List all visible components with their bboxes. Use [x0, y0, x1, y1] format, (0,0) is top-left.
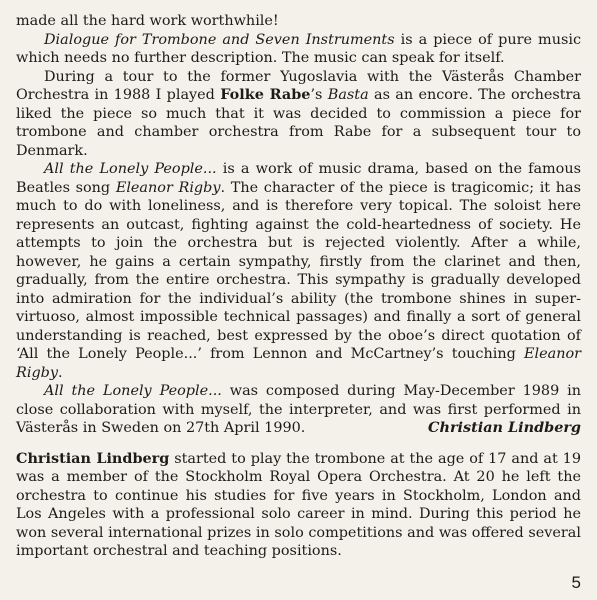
paragraph-2-text: is a piece of pure music which needs no further description. The music can speak for itself. — [16, 31, 582, 66]
paragraph-2 — [16, 31, 581, 68]
paragraph-3-rest: as an encore. The orchestra liked the piece so much that it was decided to commission a piece for trombone and chamber orchestra from Rabe for a subsequent tour to Denmark. — [16, 87, 581, 159]
biography-name: Christian Lindberg — [16, 449, 170, 467]
song-title-eleanor-rigby: Eleanor Rigby — [115, 179, 221, 196]
paragraph-1 — [16, 12, 581, 31]
biography-paragraph — [16, 450, 581, 561]
work-title-basta: Basta — [327, 87, 369, 103]
paragraph-3 — [16, 68, 581, 161]
work-title-lonely-people-2: All the Lonely People... — [44, 383, 222, 399]
paragraph-4-text-3: . — [58, 364, 63, 381]
paragraph-3-mid: ’s — [310, 87, 328, 103]
author-signature: Christian Lindberg — [428, 419, 581, 436]
work-title-dialogue: Dialogue for Trombone and Seven Instruments — [44, 31, 395, 48]
paragraph-4-text-1: is a work of music drama, based on the famous Beatles song — [16, 161, 581, 196]
page-number: 5 — [571, 573, 581, 592]
paragraph-3-lead: During a tour to the former Yugoslavia with the Västerås Chamber Orchestra in 1988 I played — [16, 68, 581, 103]
booklet-page — [16, 12, 581, 561]
composer-name: Folke Rabe — [220, 86, 311, 103]
paragraph-4 — [16, 160, 581, 382]
song-title-eleanor-rigby-2: Eleanor Rigby — [16, 346, 581, 381]
paragraph-1-text: made all the hard work worthwhile! — [16, 13, 279, 29]
biography-text: started to play the trombone at the age of 17 and at 19 was a member of the Stockholm Royal Opera Orchestra. At 20 he left the orchestra to continue his studies for five years in Stockholm, London and Los Angeles with a professional solo career in mind. During this period he won several international prizes in solo competitions and was offered several important orchestral and teaching positions. — [16, 450, 581, 559]
work-title-lonely-people: All the Lonely People... — [44, 161, 217, 177]
paragraph-4-text-2: . The character of the piece is tragicomic; it has much to do with loneliness, and is therefore very topical. The soloist here represents an outcast, fighting against the cold-heartedness of society. He attempts to join the orchestra but is rejected violently. After a while, however, he gains a certain sympathy, firstly from the clarinet and then, gradually, from the entire orchestra. This sympathy is gradually developed into admiration for the individual’s ability (the trombone shines in super-virtuoso, almost impossible technical passages) and finally a sort of general understanding is reached, best expressed by the oboe’s direct quotation of ‘All the Lonely People...’ from Lennon and McCartney’s touching — [16, 179, 581, 362]
paragraph-5-text: was composed during May-December 1989 in close collaboration with myself, the interpreter, and was first performed in Västerås in Sweden on 27th April 1990. — [16, 383, 581, 436]
